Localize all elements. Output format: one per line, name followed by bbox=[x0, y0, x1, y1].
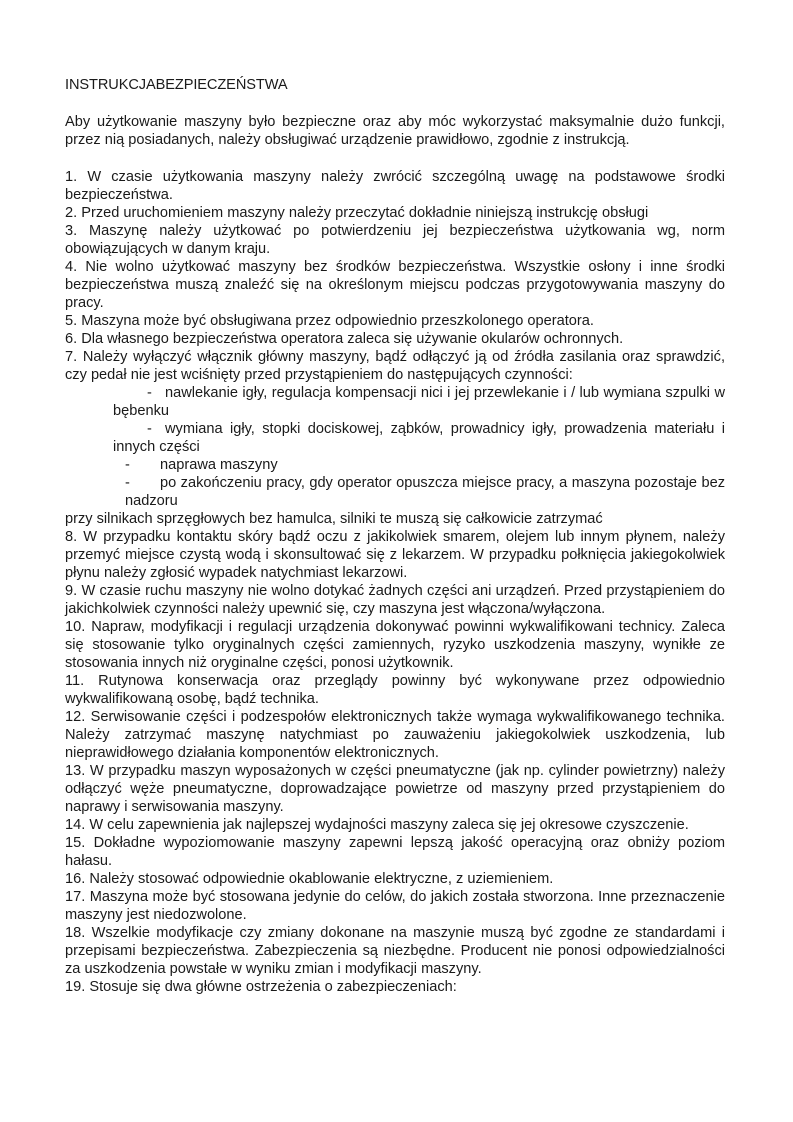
safety-item-1: 1. W czasie użytkowania maszyny należy zwrócić szczególną uwagę na podstawowe środki bezpieczeństwa. bbox=[65, 169, 725, 203]
item-7-subitem-1 bbox=[65, 384, 725, 420]
subitem-text: naprawa maszyny bbox=[160, 457, 278, 473]
safety-item-15: 15. Dokładne wypoziomowanie maszyny zapewni lepszą jakość operacyjną oraz obniży poziom hałasu. bbox=[65, 835, 725, 869]
dash-marker: - bbox=[125, 457, 130, 473]
item-7-continuation: przy silnikach sprzęgłowych bez hamulca, silniki te muszą się całkowicie zatrzymać bbox=[65, 511, 603, 527]
safety-item-5: 5. Maszyna może być obsługiwana przez odpowiednio przeszkolonego operatora. bbox=[65, 313, 594, 329]
safety-item-11: 11. Rutynowa konserwacja oraz przeglądy powinny być wykonywane przez odpowiednio wykwalifikowaną osobę, bądź technika. bbox=[65, 673, 725, 707]
safety-item-16: 16. Należy stosować odpowiednie okablowanie elektryczne, z uziemieniem. bbox=[65, 871, 554, 887]
dash-marker: - bbox=[147, 421, 152, 437]
document-page bbox=[65, 76, 725, 996]
subitem-text: wymiana igły, stopki dociskowej, ząbków, prowadnicy igły, prowadzenia materiału i innych części bbox=[113, 421, 725, 455]
item-7-subitem-2 bbox=[65, 420, 725, 456]
intro-paragraph: Aby użytkowanie maszyny było bezpieczne oraz aby móc wykorzystać maksymalnie dużo funkcji, przez nią posiadanych, należy obsługiwać urządzenie prawidłowo, zgodnie z instrukcją. bbox=[65, 114, 725, 148]
document-title: INSTRUKCJABEZPIECZEŃSTWA bbox=[65, 77, 288, 93]
safety-item-14: 14. W celu zapewnienia jak najlepszej wydajności maszyny zaleca się jej okresowe czyszczenie. bbox=[65, 817, 689, 833]
item-7-subitem-3 bbox=[65, 456, 725, 474]
dash-marker: - bbox=[147, 385, 152, 401]
safety-item-10: 10. Napraw, modyfikacji i regulacji urządzenia dokonywać powinni wykwalifikowani technicy. Zaleca się stosowanie tylko oryginalnych części zamiennych, ryzyko uszkodzenia maszyny, wynikłe ze stosowania innych niż oryginalne części, ponosi użytkownik. bbox=[65, 619, 725, 671]
safety-item-3: 3. Maszynę należy użytkować po potwierdzeniu jej bezpieczeństwa użytkowania wg, norm obowiązujących w danym kraju. bbox=[65, 223, 725, 257]
safety-item-4: 4. Nie wolno użytkować maszyny bez środków bezpieczeństwa. Wszystkie osłony i inne środki bezpieczeństwa muszą znaleźć się na określonym miejscu podczas przygotowywania maszyny do pracy. bbox=[65, 259, 725, 311]
safety-item-12: 12. Serwisowanie części i podzespołów elektronicznych także wymaga wykwalifikowanego technika. Należy zatrzymać maszynę natychmiast po zauważeniu jakiegokolwiek uszkodzenia, lub nieprawidłowego działania komponentów elektronicznych. bbox=[65, 709, 725, 761]
dash-marker: - bbox=[125, 475, 130, 491]
safety-item-17: 17. Maszyna może być stosowana jedynie do celów, do jakich została stworzona. Inne przeznaczenie maszyny jest niedozwolone. bbox=[65, 889, 725, 923]
item-7-subitem-4 bbox=[65, 474, 725, 510]
subitem-text: nawlekanie igły, regulacja kompensacji nici i jej przewlekanie i / lub wymiana szpulki w bębenku bbox=[113, 385, 725, 419]
safety-item-2: 2. Przed uruchomieniem maszyny należy przeczytać dokładnie niniejszą instrukcję obsługi bbox=[65, 205, 649, 221]
subitem-text: po zakończeniu pracy, gdy operator opuszcza miejsce pracy, a maszyna pozostaje bez nadzoru bbox=[125, 475, 725, 509]
safety-item-19: 19. Stosuje się dwa główne ostrzeżenia o zabezpieczeniach: bbox=[65, 979, 457, 995]
safety-item-9: 9. W czasie ruchu maszyny nie wolno dotykać żadnych części ani urządzeń. Przed przystąpieniem do jakichkolwiek czynności należy upewnić się, czy maszyna jest włączona/wyłączona. bbox=[65, 583, 725, 617]
safety-item-8: 8. W przypadku kontaktu skóry bądź oczu z jakikolwiek smarem, olejem lub innym płynem, należy przemyć miejsce czystą wodą i skonsultować się z lekarzem. W przypadku połknięcia jakiegokolwiek płynu należy zgłosić wypadek natychmiast lekarzowi. bbox=[65, 529, 725, 581]
safety-item-13: 13. W przypadku maszyn wyposażonych w części pneumatyczne (jak np. cylinder powietrzny) należy odłączyć węże pneumatyczne, doprowadzające powietrze od maszyny przed przystąpieniem do naprawy i serwisowania maszyny. bbox=[65, 763, 725, 815]
safety-item-6: 6. Dla własnego bezpieczeństwa operatora zaleca się używanie okularów ochronnych. bbox=[65, 331, 624, 347]
safety-item-18: 18. Wszelkie modyfikacje czy zmiany dokonane na maszynie muszą być zgodne ze standardami i przepisami bezpieczeństwa. Zabezpieczenia są niezbędne. Producent nie ponosi odpowiedzialności za uszkodzenia powstałe w wyniku zmian i modyfikacji maszyny. bbox=[65, 925, 725, 977]
safety-item-7: 7. Należy wyłączyć włącznik główny maszyny, bądź odłączyć ją od źródła zasilania oraz sprawdzić, czy pedał nie jest wciśnięty przed przystąpieniem do następujących czynności: bbox=[65, 349, 725, 383]
